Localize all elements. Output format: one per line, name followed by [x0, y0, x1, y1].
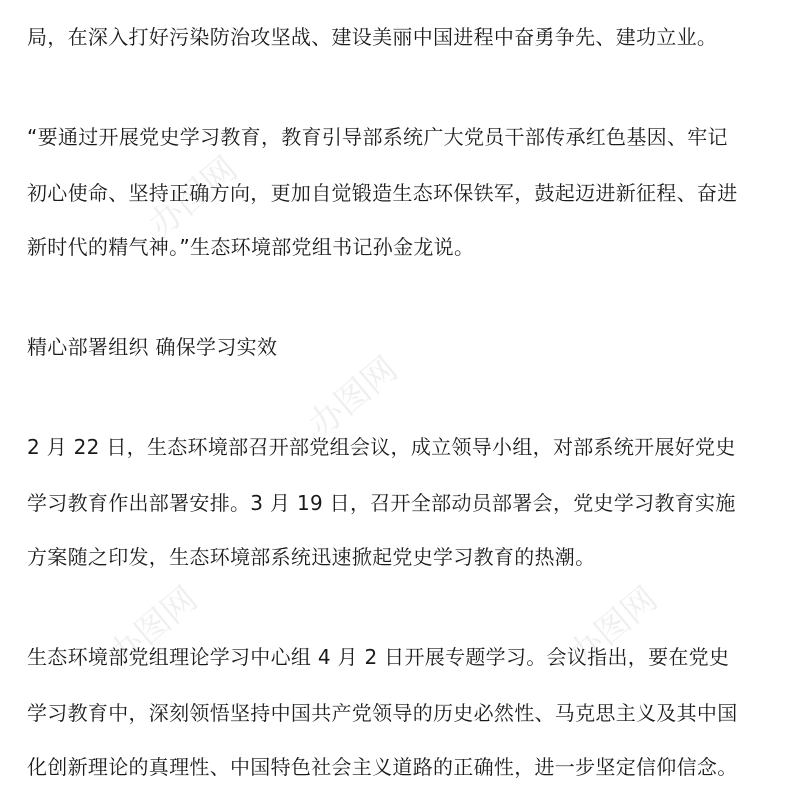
paragraph-line: 2 月 22 日，生态环境部召开部党组会议，成立领导小组，对部系统开展好党史 — [27, 435, 736, 459]
paragraph-line: 方案随之印发，生态环境部系统迅速掀起党史学习教育的热潮。 — [27, 545, 596, 569]
paragraph-line: 学习教育作出部署安排。3 月 19 日，召开全部动员部署会，党史学习教育实施 — [27, 491, 736, 515]
paragraph-line: 初心使命、坚持正确方向，更加自觉锻造生态环保铁军，鼓起迈进新征程、奋进 — [27, 181, 738, 205]
section-heading: 精心部署组织 确保学习实效 — [27, 335, 278, 359]
watermark: 办图网 — [301, 349, 406, 446]
paragraph-line: “要通过开展党史学习教育，教育引导部系统广大党员干部传承红色基因、牢记 — [27, 125, 728, 149]
paragraph-line: 生态环境部党组理论学习中心组 4 月 2 日开展专题学习。会议指出，要在党史 — [27, 645, 730, 669]
paragraph-line: 化创新理论的真理性、中国特色社会主义道路的正确性，进一步坚定信仰信念。 — [27, 755, 738, 779]
watermark: 办图网 — [561, 579, 666, 676]
watermark: 办图网 — [141, 149, 246, 246]
paragraph-line: 新时代的精气神。”生态环境部党组书记孙金龙说。 — [27, 235, 475, 259]
paragraph-line: 学习教育中，深刻领悟坚持中国共产党领导的历史必然性、马克思主义及其中国 — [27, 701, 738, 725]
watermark: 办图网 — [101, 579, 206, 676]
paragraph-line: 局，在深入打好污染防治攻坚战、建设美丽中国进程中奋勇争先、建功立业。 — [27, 25, 718, 49]
